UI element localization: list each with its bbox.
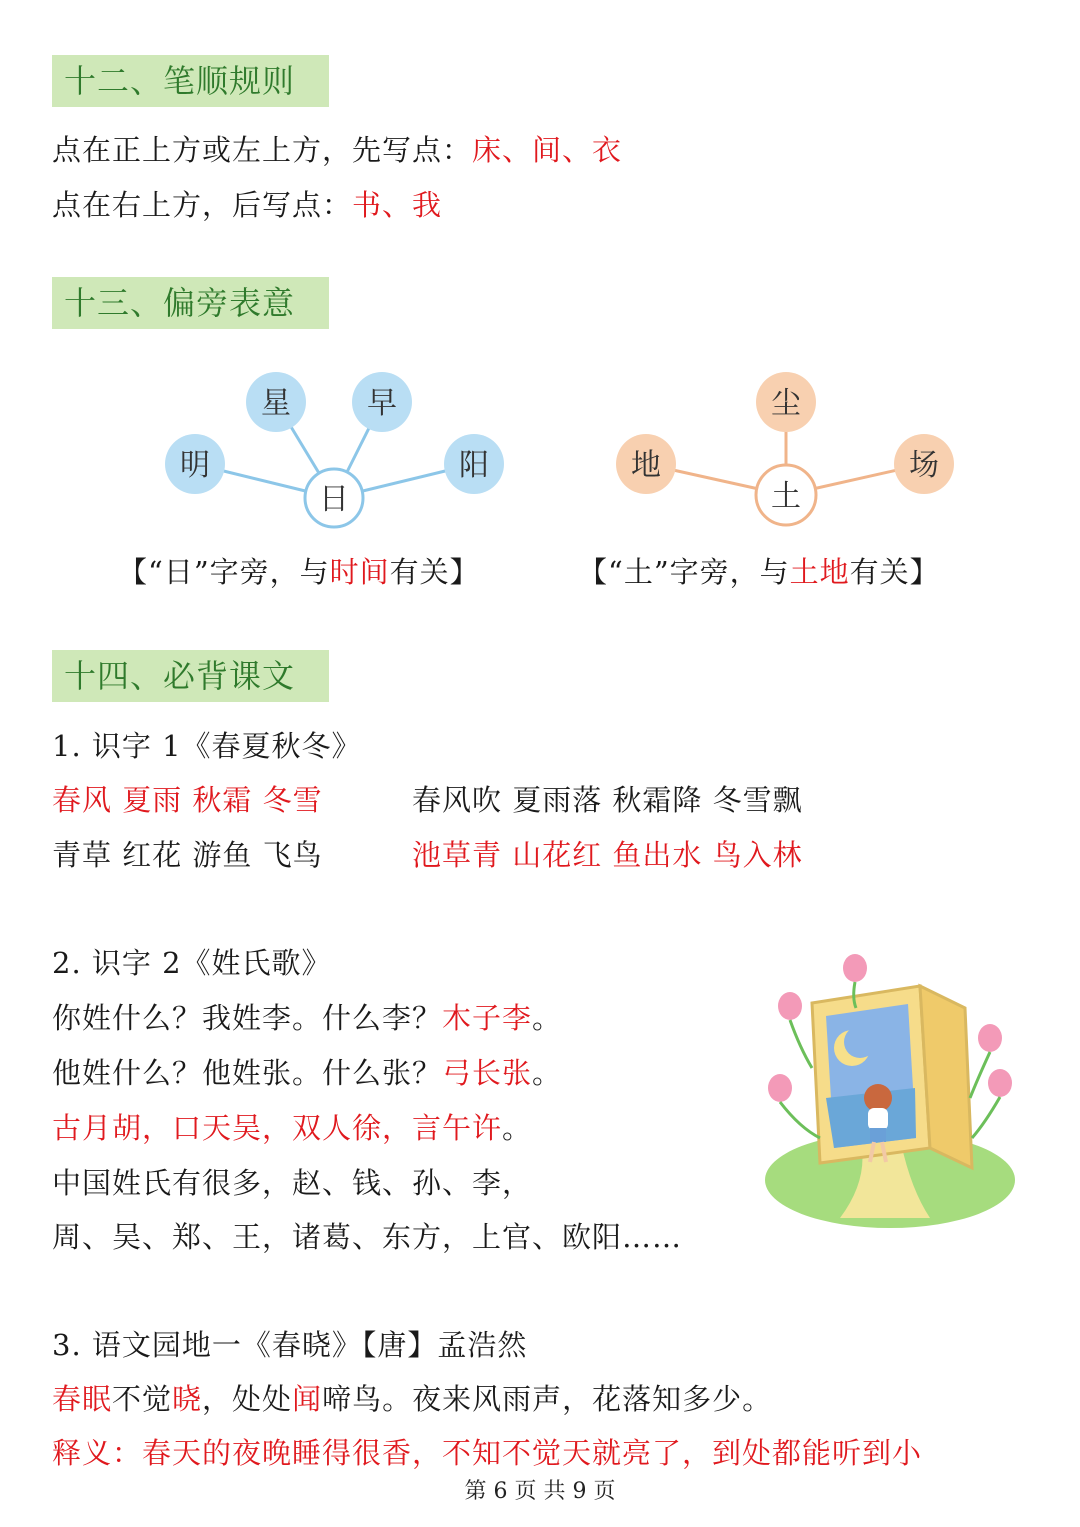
poem-part-2: ，处处 xyxy=(202,1382,293,1416)
sun-leaf-2: 星 xyxy=(261,386,291,421)
text2-line2-post: 。 xyxy=(532,1056,563,1090)
text2-title: 2. 识字 2《姓氏歌》 xyxy=(52,946,332,980)
moon-shadow xyxy=(844,1026,876,1058)
sun-center-char: 日 xyxy=(319,482,349,517)
stroke-rule-2-examples: 书、我 xyxy=(352,188,443,222)
stroke-rule-1-text: 点在正上方或左上方，先写点： xyxy=(52,133,473,167)
text2-line5: 周、吴、郑、王，诸葛、东方，上官、欧阳…… xyxy=(52,1220,683,1254)
earth-caption-pre: 【“土”字旁，与 xyxy=(578,555,790,589)
text2-line1-post: 。 xyxy=(532,1001,563,1035)
stroke-rule-2-text: 点在右上方，后写点： xyxy=(52,188,353,222)
earth-radical-diagram xyxy=(616,372,954,525)
earth-radical-caption xyxy=(578,552,940,592)
stroke-rule-1 xyxy=(52,130,622,170)
earth-leaf-1: 地 xyxy=(631,448,661,483)
section-heading-recitation: 十四、必背课文 xyxy=(52,650,329,702)
text2-line1-pre: 你姓什么？我姓李。什么李？ xyxy=(52,1001,443,1035)
text2-line3-post: 。 xyxy=(502,1111,533,1145)
poem-key-1: 春眠 xyxy=(52,1382,113,1416)
sun-caption-post: 有关】 xyxy=(389,555,480,589)
section-heading-stroke-order: 十二、笔顺规则 xyxy=(52,55,329,107)
poem-key-3: 闻 xyxy=(292,1382,323,1416)
text2-line4: 中国姓氏有很多，赵、钱、孙、李， xyxy=(52,1166,533,1200)
text2-line3-key: 古月胡，口天吴，双人徐，言午许 xyxy=(52,1111,503,1145)
section-heading-radicals: 十三、偏旁表意 xyxy=(52,277,329,329)
earth-leaf-3: 场 xyxy=(909,448,939,483)
earth-leaf-2: 尘 xyxy=(771,386,801,421)
text1-title: 1. 识字 1《春夏秋冬》 xyxy=(52,729,362,763)
text1-row1-left: 春风 夏雨 秋霜 冬雪 xyxy=(52,783,323,817)
poem-key-2: 晓 xyxy=(172,1382,203,1416)
text2-line2-pre: 他姓什么？他姓张。什么张？ xyxy=(52,1056,443,1090)
poem-part-3: 啼鸟。夜来风雨声，花落知多少。 xyxy=(322,1382,773,1416)
earth-caption-post: 有关】 xyxy=(849,555,940,589)
sun-leaf-1: 明 xyxy=(180,448,210,483)
stroke-rule-1-examples: 床、间、衣 xyxy=(472,133,623,167)
sun-leaf-3: 早 xyxy=(367,386,397,421)
text3-meaning: 释义：春天的夜晚睡得很香，不知不觉天就亮了，到处都能听到小 xyxy=(52,1436,923,1470)
girl-hat xyxy=(864,1084,892,1112)
earth-center-char: 土 xyxy=(771,479,801,514)
girl-body xyxy=(868,1108,888,1130)
sun-leaf-4: 阳 xyxy=(459,448,489,483)
girl-shorts xyxy=(870,1128,886,1142)
page-footer: 第 6 页 共 9 页 xyxy=(464,1479,616,1504)
radical-diagrams xyxy=(0,360,1080,560)
text1-row2-right: 池草青 山花红 鱼出水 鸟入林 xyxy=(412,838,803,872)
stroke-rule-2 xyxy=(52,185,442,225)
text3-title: 3. 语文园地一《春晓》【唐】孟浩然 xyxy=(52,1328,528,1362)
poem-part-1: 不觉 xyxy=(112,1382,173,1416)
text2-line3 xyxy=(52,1108,532,1148)
text2-line2-key: 弓长张 xyxy=(442,1056,533,1090)
text2-line1 xyxy=(52,998,562,1038)
earth-caption-key: 土地 xyxy=(789,555,850,589)
text1-row1-right: 春风吹 夏雨落 秋霜降 冬雪飘 xyxy=(412,783,803,817)
text1-row2-left: 青草 红花 游鱼 飞鸟 xyxy=(52,838,323,872)
sun-radical-diagram xyxy=(165,372,504,527)
girl-book-door-illustration xyxy=(760,948,1020,1238)
sun-caption-key: 时间 xyxy=(329,555,390,589)
sun-radical-caption xyxy=(118,552,480,592)
text3-poem xyxy=(52,1379,772,1419)
text2-line2 xyxy=(52,1053,562,1093)
sun-caption-pre: 【“日”字旁，与 xyxy=(118,555,330,589)
text2-line1-key: 木子李 xyxy=(442,1001,533,1035)
